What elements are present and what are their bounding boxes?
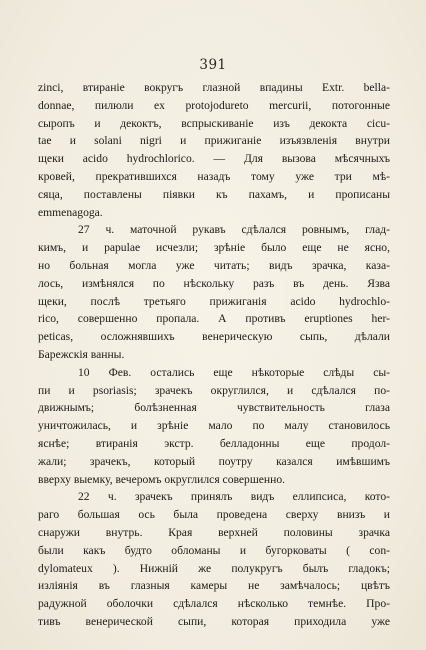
text-line: tae и solani nigri и прижиганiе изъязвленiя внутри bbox=[38, 134, 390, 148]
text-line: emmenagoga. bbox=[38, 205, 103, 219]
text-line: 10 Фев. остались еще нѣкоторые слѣды сы- bbox=[78, 365, 390, 379]
text-line: яснѣе; втиранiя экстр. белладонны еще продол- bbox=[38, 436, 390, 450]
text-line: 22 ч. зрачекъ принялъ видъ еллипсиса, кото- bbox=[78, 490, 390, 504]
text-line: кимъ, и papulae исчезли; зрѣнiе было еще не ясно, bbox=[38, 241, 390, 255]
text-line: zinci, втиранiе вокругъ глазной впадины Extr. bella- bbox=[38, 81, 390, 94]
text-line: сыропъ и декоктъ, вспрыскиванiе изъ декокта cicu- bbox=[38, 116, 390, 130]
text-line: но больная могла уже читать; видъ зрачка, каза- bbox=[38, 258, 390, 272]
text-line: лось, измѣнялся по нѣскольку разъ въ день. Язва bbox=[38, 276, 390, 290]
text-line: уничтожилась, и зрѣнiе мало по малу становилось bbox=[38, 419, 390, 433]
body-text bbox=[38, 79, 390, 631]
text-line: радужной оболочки сдѣлался нѣсколько темнѣе. Про- bbox=[38, 597, 390, 611]
text-line: движнымъ; болѣзненная чувствительность глаза bbox=[38, 401, 390, 415]
text-line: rico, совершенно пропала. А противъ eruptiones her- bbox=[38, 312, 390, 326]
text-line: щеки, послѣ третьяго прижиганiя acido hydrochlo- bbox=[38, 294, 390, 308]
page-number: 391 bbox=[199, 57, 227, 73]
text-line: снаружи внутрь. Края верхней половины зрачка bbox=[38, 525, 390, 539]
text-line: тивъ венерической сыпи, которая приходила уже bbox=[38, 614, 390, 628]
text-line: вверху выемку, вечеромъ округлился совершенно. bbox=[38, 472, 286, 486]
text-line: Барежскiя ванны. bbox=[38, 347, 125, 361]
text-line: 27 ч. маточной рукавъ сдѣлался ровнымъ, глад- bbox=[78, 223, 390, 237]
text-line: сяца, поставлены пiявки къ пахамъ, и прописаны bbox=[38, 187, 390, 201]
text-line: были какъ будто обломаны и бугорковаты ( con- bbox=[38, 543, 390, 557]
text-line: peticas, осложнявшихъ венерическую сыпь, дѣлали bbox=[38, 330, 390, 344]
text-line: пи и psoriasis; зрачекъ округлился, и сдѣлался по- bbox=[38, 383, 390, 397]
text-line: donnae, пилюли ex protojodureto mercurii, потогонные bbox=[38, 98, 390, 112]
text-line: излiянiя въ глазныя камеры не замѣчалось; цвѣтъ bbox=[38, 579, 390, 593]
text-line: кровей, прекратившихся назадъ тому уже три мѣ- bbox=[38, 169, 390, 183]
text-line: раго большая ось была проведена сверху внизъ и bbox=[38, 508, 390, 522]
text-line: dylomateux ). Нижнiй же полукругъ былъ гладокъ; bbox=[38, 561, 390, 575]
text-line: жали; зрачекъ, который поутру казался имѣвшимъ bbox=[38, 454, 390, 468]
text-line: щеки acido hydrochlorico. — Для вызова мѣсячныхъ bbox=[38, 152, 390, 166]
